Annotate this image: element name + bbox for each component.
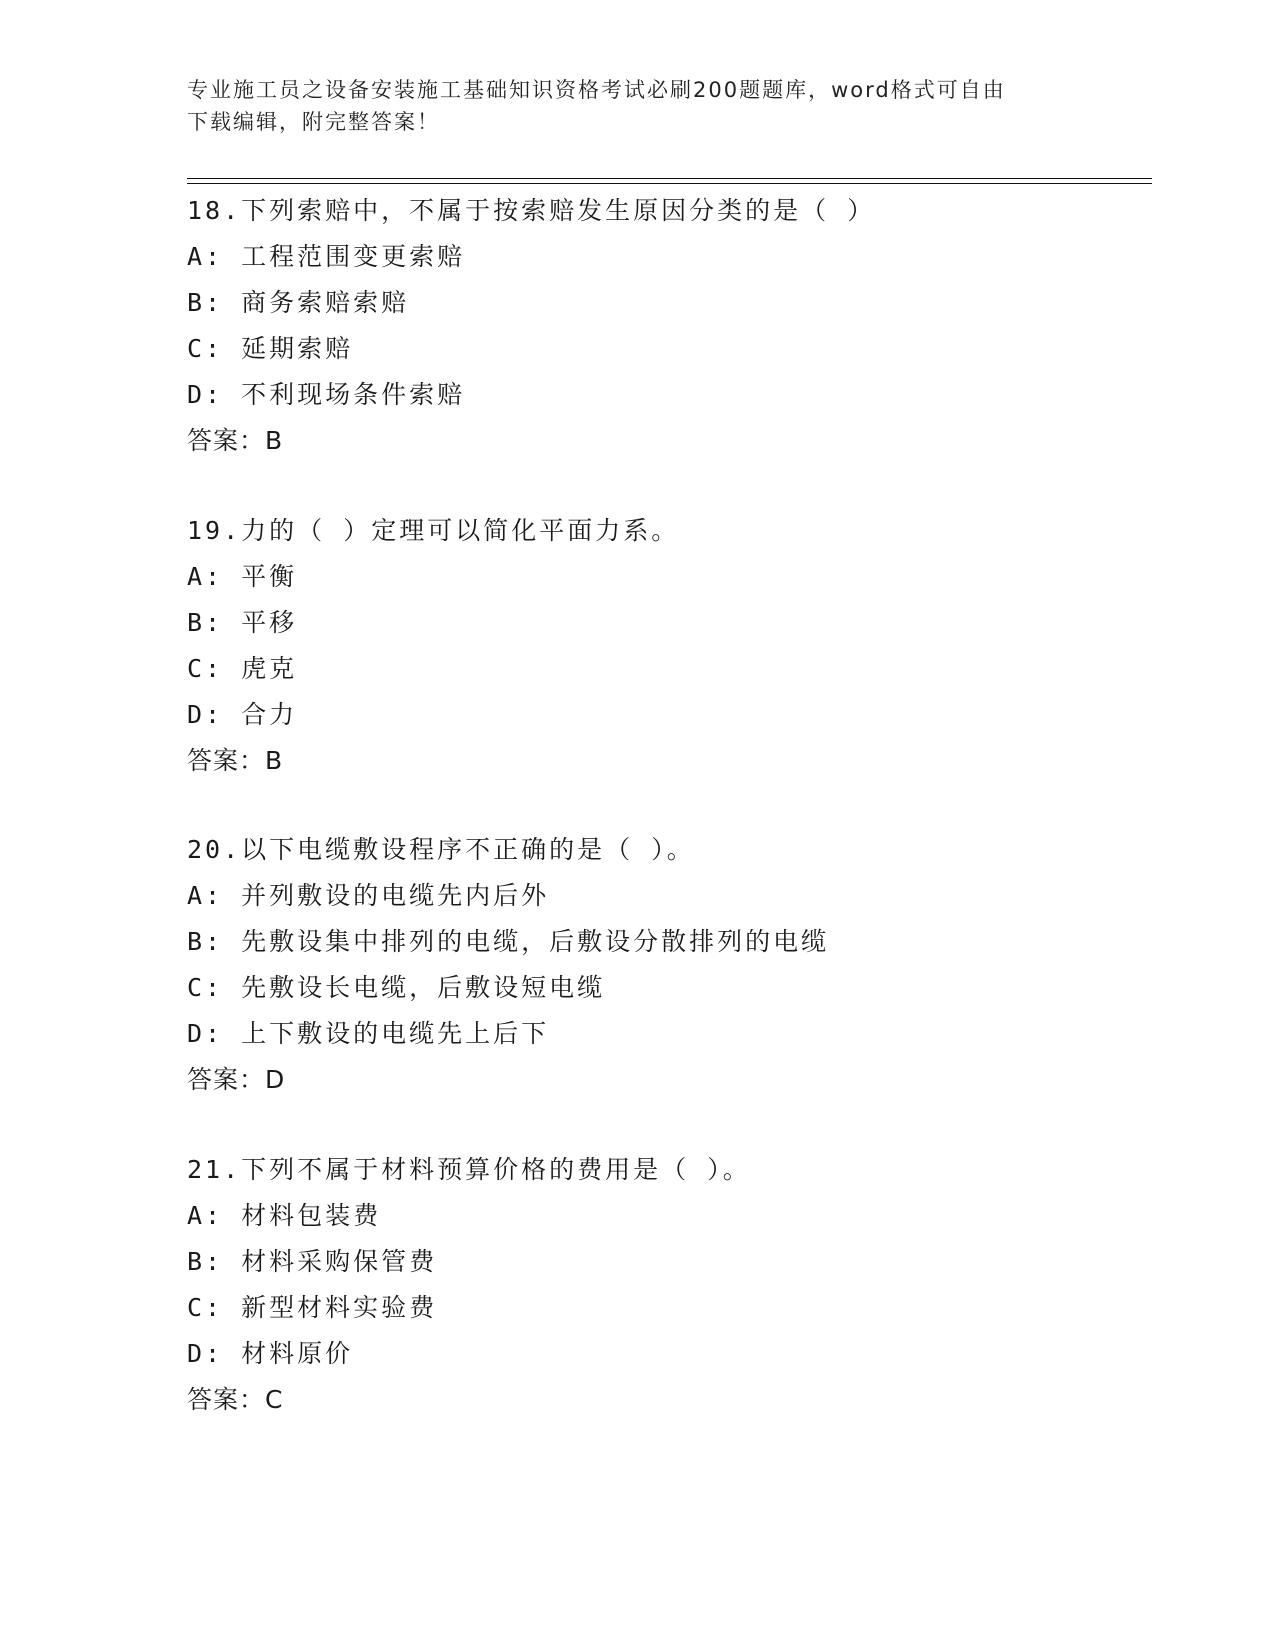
answer-value: D	[265, 1065, 286, 1094]
answer-line	[187, 418, 1147, 464]
question-18	[187, 188, 1147, 464]
option-c: C: 虎克	[187, 654, 298, 683]
answer-line	[187, 1057, 1147, 1103]
option-d: D: 材料原价	[187, 1339, 354, 1368]
header-divider-bottom	[187, 183, 1152, 184]
question-20	[187, 827, 1147, 1103]
option-d: D: 上下敷设的电缆先上后下	[187, 1019, 550, 1048]
answer-line	[187, 1377, 1147, 1423]
header-line-1: 专业施工员之设备安装施工基础知识资格考试必刷200题题库，word格式可自由	[187, 78, 1006, 102]
option-a: A: 并列敷设的电缆先内后外	[187, 881, 550, 910]
header-line-2: 下载编辑，附完整答案！	[187, 110, 440, 134]
option-c: C: 先敷设长电缆，后敷设短电缆	[187, 973, 606, 1002]
option-d: D: 不利现场条件索赔	[187, 380, 466, 409]
document-header	[187, 74, 1067, 138]
option-b: B: 材料采购保管费	[187, 1247, 438, 1276]
answer-label: 答案：	[187, 426, 266, 455]
header-divider-top	[187, 178, 1152, 179]
answer-value: B	[265, 746, 284, 775]
option-c: C: 延期索赔	[187, 334, 354, 363]
question-19	[187, 508, 1147, 784]
answer-label: 答案：	[187, 1065, 266, 1094]
question-21	[187, 1147, 1147, 1423]
option-b: B: 平移	[187, 608, 298, 637]
answer-value: B	[265, 426, 284, 455]
option-a: A: 平衡	[187, 562, 298, 591]
question-stem: 20.以下电缆敷设程序不正确的是（ ）。	[187, 835, 695, 864]
question-stem: 18.下列索赔中，不属于按索赔发生原因分类的是（ ）	[187, 196, 876, 225]
option-a: A: 材料包装费	[187, 1201, 382, 1230]
answer-value: C	[265, 1385, 284, 1414]
answer-line	[187, 738, 1147, 784]
option-c: C: 新型材料实验费	[187, 1293, 438, 1322]
option-a: A: 工程范围变更索赔	[187, 242, 466, 271]
question-stem: 19.力的（ ）定理可以简化平面力系。	[187, 516, 680, 545]
answer-label: 答案：	[187, 746, 266, 775]
option-b: B: 先敷设集中排列的电缆，后敷设分散排列的电缆	[187, 927, 830, 956]
question-stem: 21.下列不属于材料预算价格的费用是（ ）。	[187, 1155, 751, 1184]
option-d: D: 合力	[187, 700, 298, 729]
option-b: B: 商务索赔索赔	[187, 288, 410, 317]
answer-label: 答案：	[187, 1385, 266, 1414]
